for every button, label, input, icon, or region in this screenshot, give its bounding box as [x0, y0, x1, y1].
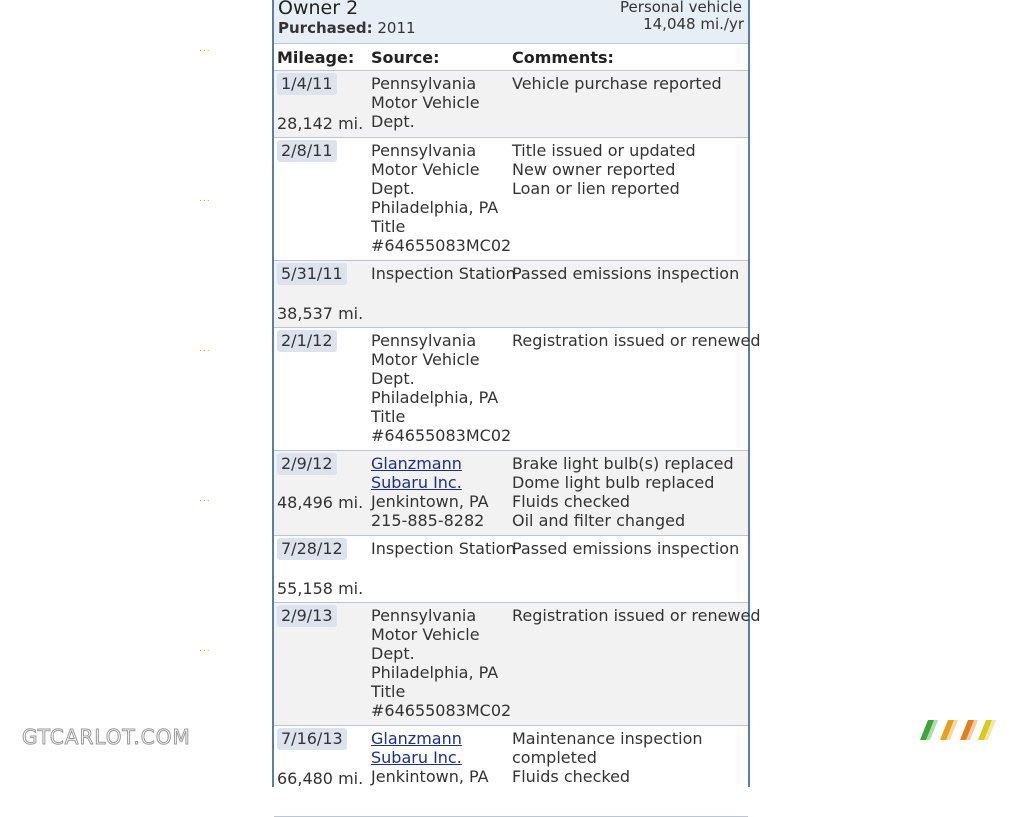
owner-header: [274, 0, 748, 44]
record-source: [371, 141, 511, 255]
record-comments: [512, 74, 748, 93]
history-record-row: [274, 726, 748, 817]
comment-line: Vehicle purchase reported: [512, 74, 722, 93]
source-line: 215-885-8282: [371, 511, 485, 530]
usage-miles: 14,048 mi./yr: [643, 15, 744, 33]
source-line: #64655083MC02: [371, 426, 512, 445]
history-record-row: [274, 71, 748, 138]
source-line: Motor Vehicle: [371, 160, 480, 179]
record-date: 7/16/13: [277, 728, 347, 750]
comments-column-header: Comments:: [512, 48, 614, 67]
source-line: Motor Vehicle: [371, 350, 480, 369]
source-line: Dept.: [371, 112, 415, 131]
side-marker: ...: [199, 644, 211, 654]
purchased-info: [278, 19, 416, 37]
record-source: [371, 331, 511, 445]
source-column-header: Source:: [371, 48, 440, 67]
watermark-logo: GTCARLOT.COM: [22, 725, 191, 749]
source-line: Title: [371, 217, 406, 236]
record-comments: [512, 331, 761, 350]
source-link[interactable]: Subaru Inc.: [371, 748, 462, 767]
source-link[interactable]: Glanzmann: [371, 454, 462, 473]
record-source: [371, 74, 511, 131]
record-date: 2/1/12: [277, 330, 337, 352]
vehicle-history-report: [272, 0, 761, 788]
history-record-row: [274, 536, 748, 603]
source-line: Dept.: [371, 644, 415, 663]
source-line: #64655083MC02: [371, 701, 512, 720]
usage-type: Personal vehicle: [620, 0, 742, 16]
history-record-row: [274, 451, 748, 536]
record-comments: [512, 539, 748, 558]
record-date: 5/31/11: [277, 263, 347, 285]
purchased-year: 2011: [377, 19, 416, 37]
comment-line: Passed emissions inspection: [512, 539, 740, 558]
source-line: Pennsylvania: [371, 74, 477, 93]
record-comments: [512, 454, 748, 530]
history-record-row: [274, 328, 761, 451]
side-marker: ...: [199, 494, 211, 504]
record-date: 2/8/11: [277, 140, 337, 162]
history-record-row: [274, 261, 748, 328]
comment-line: Maintenance inspection: [512, 729, 703, 748]
record-date: 2/9/12: [277, 453, 337, 475]
column-headers: [274, 44, 748, 71]
comment-line: completed: [512, 748, 597, 767]
record-source: [371, 729, 511, 786]
source-line: Title: [371, 682, 406, 701]
source-line: Dept.: [371, 179, 415, 198]
record-mileage: 48,496 mi.: [277, 493, 364, 512]
purchased-label: Purchased:: [278, 19, 373, 37]
source-line: Philadelphia, PA: [371, 663, 499, 682]
history-record-row: [274, 603, 761, 726]
source-line: Inspection Station: [371, 264, 516, 283]
record-comments: [512, 264, 748, 283]
record-source: [371, 454, 511, 530]
record-source: [371, 539, 516, 558]
comment-line: Brake light bulb(s) replaced: [512, 454, 734, 473]
source-link[interactable]: Subaru Inc.: [371, 473, 462, 492]
comment-line: Passed emissions inspection: [512, 264, 740, 283]
record-date: 1/4/11: [277, 73, 337, 95]
source-link[interactable]: Glanzmann: [371, 729, 462, 748]
comment-line: Oil and filter changed: [512, 511, 686, 530]
source-line: Pennsylvania: [371, 141, 477, 160]
side-marker: ...: [199, 44, 211, 54]
source-line: Philadelphia, PA: [371, 198, 499, 217]
source-line: Dept.: [371, 369, 415, 388]
mileage-column-header: Mileage:: [277, 48, 355, 67]
source-line: Title: [371, 407, 406, 426]
comment-line: Loan or lien reported: [512, 179, 680, 198]
record-date: 7/28/12: [277, 538, 347, 560]
comment-line: New owner reported: [512, 160, 676, 179]
record-source: [371, 264, 516, 283]
source-line: Inspection Station: [371, 539, 516, 558]
source-line: Motor Vehicle: [371, 625, 480, 644]
owner-title: Owner 2: [278, 0, 359, 19]
history-record-row: [274, 138, 748, 261]
comment-line: Title issued or updated: [512, 141, 696, 160]
record-mileage: 66,480 mi.: [277, 769, 364, 788]
source-line: #64655083MC02: [371, 236, 512, 255]
source-line: Pennsylvania: [371, 331, 477, 350]
comment-line: Dome light bulb replaced: [512, 473, 715, 492]
record-date: 2/9/13: [277, 605, 337, 627]
source-line: Motor Vehicle: [371, 93, 480, 112]
record-mileage: 28,142 mi.: [277, 114, 364, 133]
record-comments: [512, 141, 748, 198]
comment-line: Registration issued or renewed: [512, 606, 761, 625]
comment-line: Registration issued or renewed: [512, 331, 761, 350]
record-comments: [512, 729, 748, 786]
record-mileage: 38,537 mi.: [277, 304, 364, 323]
brand-stripes-icon: [920, 720, 1000, 744]
records-list: [274, 71, 761, 817]
record-comments: [512, 606, 761, 625]
comment-line: Fluids checked: [512, 492, 631, 511]
source-line: Philadelphia, PA: [371, 388, 499, 407]
record-source: [371, 606, 511, 720]
side-marker: ...: [199, 344, 211, 354]
record-mileage: 55,158 mi.: [277, 579, 364, 598]
source-line: Pennsylvania: [371, 606, 477, 625]
source-line: Jenkintown, PA: [371, 492, 489, 511]
side-marker: ...: [199, 194, 211, 204]
comment-line: Fluids checked: [512, 767, 631, 786]
source-line: Jenkintown, PA: [371, 767, 489, 786]
